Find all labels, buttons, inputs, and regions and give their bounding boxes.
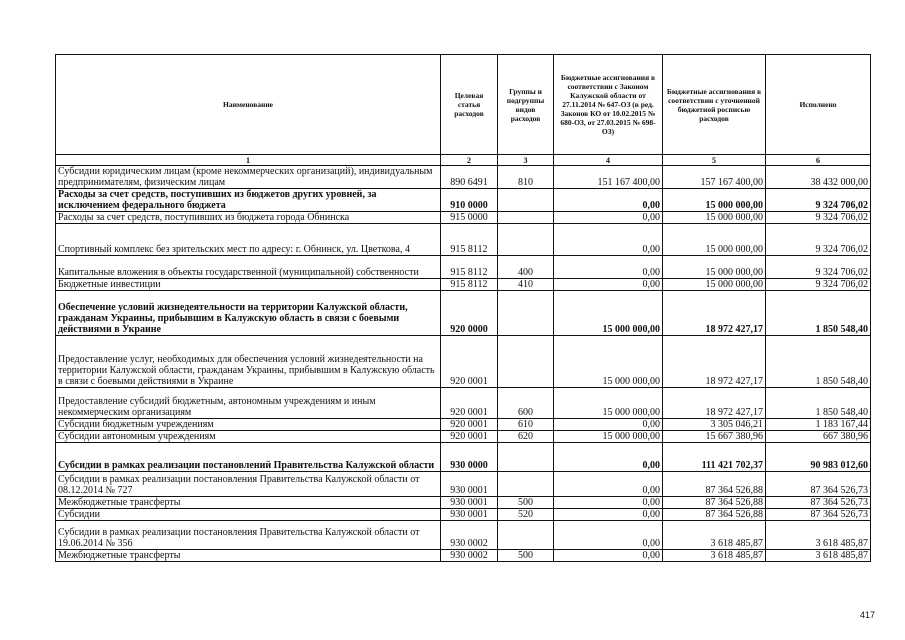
page-number: 417 (859, 610, 875, 620)
row-refined-allocation: 18 972 427,17 (663, 291, 766, 336)
row-name: Предоставление субсидий бюджетным, автономным учреждениям и иным некоммерческим организациям (56, 388, 441, 419)
row-name: Межбюджетные трансферты (56, 497, 441, 509)
row-name: Обеспечение условий жизнедеятельности на территории Калужской области, гражданам Украины, прибывшим в Калужскую область в связи с боевыми действиями в Украине (56, 291, 441, 336)
row-refined-allocation: 15 000 000,00 (663, 212, 766, 224)
row-refined-allocation: 15 000 000,00 (663, 224, 766, 256)
row-law-allocation: 15 000 000,00 (554, 431, 663, 443)
row-expense-group (498, 472, 554, 497)
row-executed: 1 850 548,40 (766, 336, 871, 388)
row-target-article: 920 0000 (441, 291, 498, 336)
row-target-article: 915 8112 (441, 256, 498, 279)
row-law-allocation: 0,00 (554, 521, 663, 550)
row-refined-allocation: 15 667 380,96 (663, 431, 766, 443)
table-row (56, 279, 871, 291)
table-row (56, 256, 871, 279)
row-refined-allocation: 18 972 427,17 (663, 336, 766, 388)
row-expense-group (498, 212, 554, 224)
row-refined-allocation: 15 000 000,00 (663, 256, 766, 279)
column-number: 3 (498, 155, 554, 166)
row-refined-allocation: 3 618 485,87 (663, 521, 766, 550)
row-law-allocation: 0,00 (554, 256, 663, 279)
row-refined-allocation: 3 618 485,87 (663, 550, 766, 562)
row-target-article: 930 0001 (441, 509, 498, 521)
row-name: Бюджетные инвестиции (56, 279, 441, 291)
row-refined-allocation: 15 000 000,00 (663, 189, 766, 212)
row-law-allocation: 151 167 400,00 (554, 166, 663, 189)
row-law-allocation: 0,00 (554, 419, 663, 431)
table-row (56, 497, 871, 509)
row-refined-allocation: 87 364 526,88 (663, 472, 766, 497)
table-row (56, 336, 871, 388)
table-row (56, 189, 871, 212)
row-target-article: 920 0001 (441, 336, 498, 388)
row-refined-allocation: 87 364 526,88 (663, 509, 766, 521)
row-name: Межбюджетные трансферты (56, 550, 441, 562)
row-refined-allocation: 15 000 000,00 (663, 279, 766, 291)
row-expense-group: 810 (498, 166, 554, 189)
row-target-article: 890 6491 (441, 166, 498, 189)
row-expense-group (498, 189, 554, 212)
row-law-allocation: 0,00 (554, 472, 663, 497)
row-executed: 667 380,96 (766, 431, 871, 443)
header-executed: Исполнено (766, 55, 871, 155)
row-executed: 3 618 485,87 (766, 550, 871, 562)
row-name: Расходы за счет средств, поступивших из бюджетов других уровней, за исключением федерального бюджета (56, 189, 441, 212)
row-refined-allocation: 18 972 427,17 (663, 388, 766, 419)
row-name: Субсидии в рамках реализации постановления Правительства Калужской области от 08.12.2014 № 727 (56, 472, 441, 497)
table-row (56, 212, 871, 224)
table-row (56, 521, 871, 550)
budget-table (55, 54, 871, 562)
row-name: Спортивный комплекс без зрительских мест по адресу: г. Обнинск, ул. Цветкова, 4 (56, 224, 441, 256)
table-row (56, 291, 871, 336)
row-expense-group: 600 (498, 388, 554, 419)
row-target-article: 930 0002 (441, 521, 498, 550)
row-expense-group (498, 336, 554, 388)
row-target-article: 930 0000 (441, 443, 498, 472)
table-row (56, 550, 871, 562)
row-executed: 38 432 000,00 (766, 166, 871, 189)
row-expense-group: 520 (498, 509, 554, 521)
column-number: 5 (663, 155, 766, 166)
row-executed: 87 364 526,73 (766, 497, 871, 509)
row-expense-group (498, 224, 554, 256)
column-number: 1 (56, 155, 441, 166)
row-expense-group (498, 443, 554, 472)
row-law-allocation: 0,00 (554, 279, 663, 291)
row-law-allocation: 0,00 (554, 212, 663, 224)
row-refined-allocation: 87 364 526,88 (663, 497, 766, 509)
row-law-allocation: 0,00 (554, 497, 663, 509)
row-expense-group (498, 521, 554, 550)
row-executed: 9 324 706,02 (766, 224, 871, 256)
row-target-article: 920 0001 (441, 388, 498, 419)
column-number: 6 (766, 155, 871, 166)
row-name: Субсидии бюджетным учреждениям (56, 419, 441, 431)
row-name: Субсидии в рамках реализации постановлений Правительства Калужской области (56, 443, 441, 472)
row-target-article: 915 8112 (441, 279, 498, 291)
row-executed: 9 324 706,02 (766, 279, 871, 291)
row-name: Субсидии в рамках реализации постановления Правительства Калужской области от 19.06.2014 № 356 (56, 521, 441, 550)
row-expense-group: 500 (498, 550, 554, 562)
row-name: Расходы за счет средств, поступивших из бюджета города Обнинска (56, 212, 441, 224)
row-expense-group (498, 291, 554, 336)
column-number: 4 (554, 155, 663, 166)
row-expense-group: 410 (498, 279, 554, 291)
row-law-allocation: 0,00 (554, 550, 663, 562)
row-executed: 1 850 548,40 (766, 291, 871, 336)
table-row (56, 419, 871, 431)
row-law-allocation: 0,00 (554, 189, 663, 212)
row-refined-allocation: 111 421 702,37 (663, 443, 766, 472)
table-row (56, 388, 871, 419)
row-law-allocation: 15 000 000,00 (554, 336, 663, 388)
header-target-article: Целевая статья расходов (441, 55, 498, 155)
header-refined-allocations: Бюджетные ассигнования в соответствии с уточненной бюджетной росписью расходов (663, 55, 766, 155)
row-law-allocation: 15 000 000,00 (554, 291, 663, 336)
table-row (56, 166, 871, 189)
row-name: Субсидии автономным учреждениям (56, 431, 441, 443)
table-row (56, 443, 871, 472)
row-executed: 9 324 706,02 (766, 212, 871, 224)
table-body (56, 166, 871, 562)
row-refined-allocation: 157 167 400,00 (663, 166, 766, 189)
row-executed: 9 324 706,02 (766, 189, 871, 212)
header-expense-groups: Группы и подгруппы видов расходов (498, 55, 554, 155)
table-row (56, 224, 871, 256)
row-law-allocation: 0,00 (554, 443, 663, 472)
row-executed: 87 364 526,73 (766, 472, 871, 497)
column-number: 2 (441, 155, 498, 166)
row-executed: 90 983 012,60 (766, 443, 871, 472)
row-executed: 9 324 706,02 (766, 256, 871, 279)
table-row (56, 431, 871, 443)
row-target-article: 930 0001 (441, 472, 498, 497)
row-expense-group: 610 (498, 419, 554, 431)
row-expense-group: 400 (498, 256, 554, 279)
table-row (56, 472, 871, 497)
row-target-article: 915 8112 (441, 224, 498, 256)
row-name: Капитальные вложения в объекты государственной (муниципальной) собственности (56, 256, 441, 279)
row-refined-allocation: 3 305 046,21 (663, 419, 766, 431)
row-law-allocation: 0,00 (554, 224, 663, 256)
row-target-article: 910 0000 (441, 189, 498, 212)
row-target-article: 920 0001 (441, 419, 498, 431)
row-name: Субсидии (56, 509, 441, 521)
row-name: Субсидии юридическим лицам (кроме некоммерческих организаций), индивидуальным предпринимателям, физическим лицам (56, 166, 441, 189)
row-executed: 1 850 548,40 (766, 388, 871, 419)
row-target-article: 930 0002 (441, 550, 498, 562)
row-name: Предоставление услуг, необходимых для обеспечения условий жизнедеятельности на территории Калужской области, гражданам Украины, прибывшим в Калужскую область в связи с боевыми действиями в Украине (56, 336, 441, 388)
table-row (56, 509, 871, 521)
row-expense-group: 620 (498, 431, 554, 443)
row-expense-group: 500 (498, 497, 554, 509)
row-executed: 87 364 526,73 (766, 509, 871, 521)
row-target-article: 920 0001 (441, 431, 498, 443)
row-law-allocation: 15 000 000,00 (554, 388, 663, 419)
header-law-allocations: Бюджетные ассигнования в соответствии с Законом Калужской области от 27.11.2014 № 647-ОЗ (в ред. Законов КО от 10.02.2015 № 680-ОЗ, от 27.03.2015 № 698-ОЗ) (554, 55, 663, 155)
row-law-allocation: 0,00 (554, 509, 663, 521)
row-target-article: 930 0001 (441, 497, 498, 509)
row-target-article: 915 0000 (441, 212, 498, 224)
header-name: Наименование (56, 55, 441, 155)
row-executed: 1 183 167,44 (766, 419, 871, 431)
row-executed: 3 618 485,87 (766, 521, 871, 550)
